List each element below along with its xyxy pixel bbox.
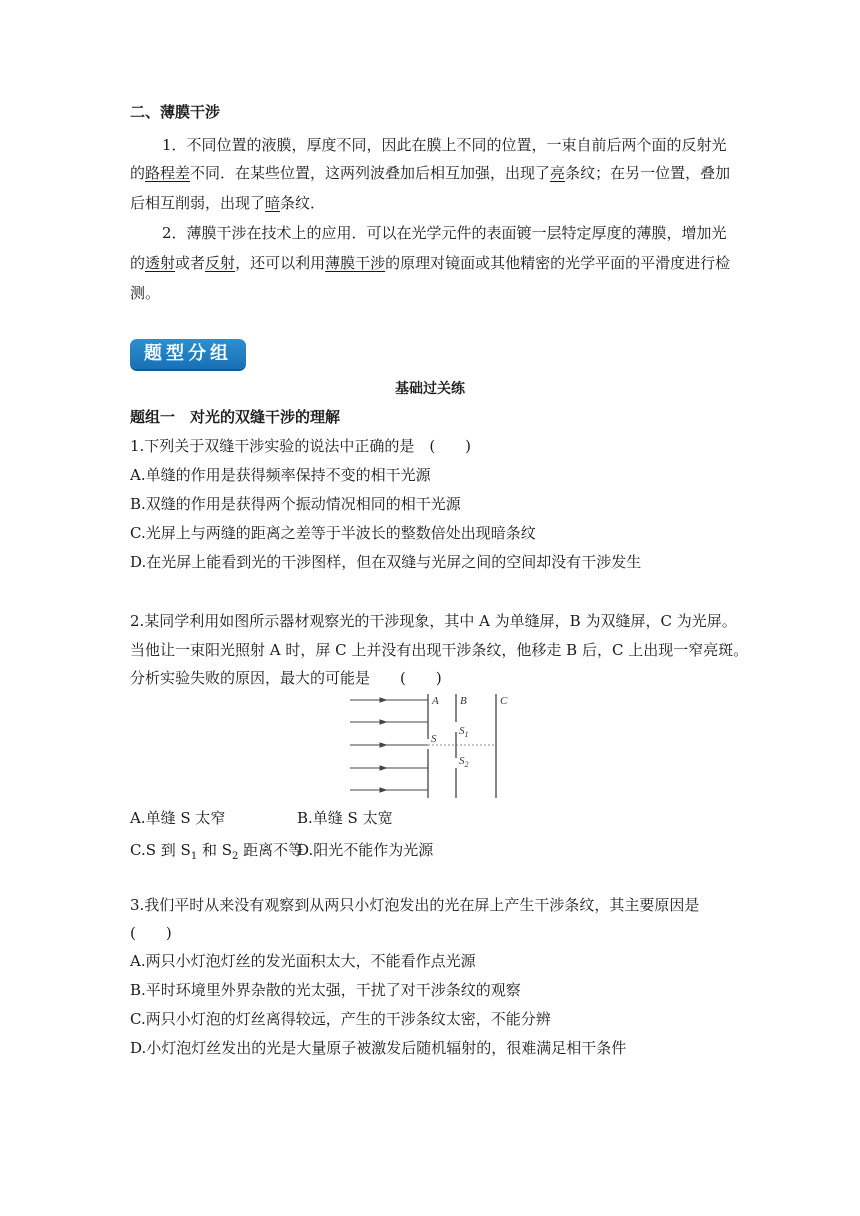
paragraph-1-line-1: 1．不同位置的液膜，厚度不同，因此在膜上不同的位置，一束自前后两个面的反射光	[162, 136, 727, 154]
blank-answer: 暗	[265, 194, 281, 212]
q3-option-b: B.平时环境里外界杂散的光太强，干扰了对干涉条纹的观察	[130, 981, 521, 999]
group-heading: 题组一 对光的双缝干涉的理解	[130, 408, 341, 426]
q2-stem-line-2: 当他让一束阳光照射 A 时，屏 C 上并没有出现干涉条纹，他移走 B 后，C 上出现一窄亮斑。	[130, 641, 749, 659]
q1-option-b: B.双缝的作用是获得两个振动情况相同的相干光源	[130, 495, 461, 513]
text: C.S 到 S	[130, 841, 191, 859]
paragraph-2-line-2	[130, 252, 730, 274]
blank-answer: 透射	[145, 254, 176, 272]
text: 的	[130, 164, 146, 182]
q1-stem: 1.下列关于双缝干涉实验的说法中正确的是 ( )	[130, 437, 472, 455]
section-heading: 二、薄膜干涉	[130, 103, 221, 121]
label-s1: $S_1$	[459, 725, 469, 739]
q1-option-d: D.在光屏上能看到光的干涉图样，但在双缝与光屏之间的空间却没有干涉发生	[130, 553, 642, 571]
blank-answer: 薄膜干涉	[325, 254, 386, 272]
q3-option-c: C.两只小灯泡的灯丝离得较远，产生的干涉条纹太密，不能分辨	[130, 1010, 551, 1028]
label-s: S	[431, 733, 437, 745]
paragraph-2-line-3: 测。	[130, 284, 161, 302]
banner-label: 题型分组	[144, 343, 232, 364]
text: 的原理对镜面或其他精密的光学平面的平滑度进行检	[385, 254, 731, 272]
blank-answer: 亮	[550, 164, 566, 182]
paragraph-1-line-2	[130, 162, 730, 184]
label-a: A	[432, 695, 439, 707]
text: 或者	[175, 254, 206, 272]
text: 的	[130, 254, 146, 272]
q3-option-d: D.小灯泡灯丝发出的光是大量原子被激发后随机辐射的，很难满足相干条件	[130, 1039, 627, 1057]
q2-option-a: A.单缝 S 太窄	[130, 809, 226, 827]
text: 和 S	[197, 841, 232, 859]
label-s2: $S_2$	[459, 755, 469, 769]
text: 条纹；在另一位置，叠加	[565, 164, 731, 182]
q2-option-d: D.阳光不能作为光源	[297, 841, 434, 859]
text: 不同．在某些位置，这两列波叠加后相互加强，出现了	[190, 164, 551, 182]
text: 后相互削弱，出现了	[130, 194, 266, 212]
q2-stem-line-3: 分析实验失败的原因，最大的可能是 ( )	[130, 669, 442, 687]
paragraph-2-line-1: 2．薄膜干涉在技术上的应用．可以在光学元件的表面镀一层特定厚度的薄膜，增加光	[162, 224, 727, 242]
label-b: B	[460, 695, 467, 707]
subscript: 1	[190, 851, 198, 862]
label-c: C	[500, 695, 508, 707]
q2-stem-line-1: 2.某同学利用如图所示器材观察光的干涉现象，其中 A 为单缝屏，B 为双缝屏，C 为光屏。	[130, 612, 737, 630]
text: ，还可以利用	[235, 254, 326, 272]
q1-option-a: A.单缝的作用是获得频率保持不变的相干光源	[130, 466, 431, 484]
double-slit-figure	[340, 690, 520, 802]
paragraph-1-line-3	[130, 192, 325, 214]
q3-stem-line-1: 3.我们平时从来没有观察到从两只小灯泡发出的光在屏上产生干涉条纹，其主要原因是	[130, 896, 700, 914]
q2-option-b: B.单缝 S 太宽	[297, 809, 393, 827]
text: 条纹．	[280, 194, 326, 212]
q1-option-c: C.光屏上与两缝的距离之差等于半波长的整数倍处出现暗条纹	[130, 524, 536, 542]
q2-option-c	[130, 839, 303, 861]
subtitle: 基础过关练	[395, 381, 465, 397]
q3-option-a: A.两只小灯泡灯丝的发光面积太大，不能看作点光源	[130, 952, 476, 970]
blank-answer: 反射	[205, 254, 236, 272]
section-banner	[130, 339, 246, 369]
subscript: 2	[232, 851, 239, 862]
q3-stem-line-2: ( )	[130, 924, 172, 942]
text: 距离不等	[238, 841, 304, 859]
blank-answer: 路程差	[145, 164, 191, 182]
